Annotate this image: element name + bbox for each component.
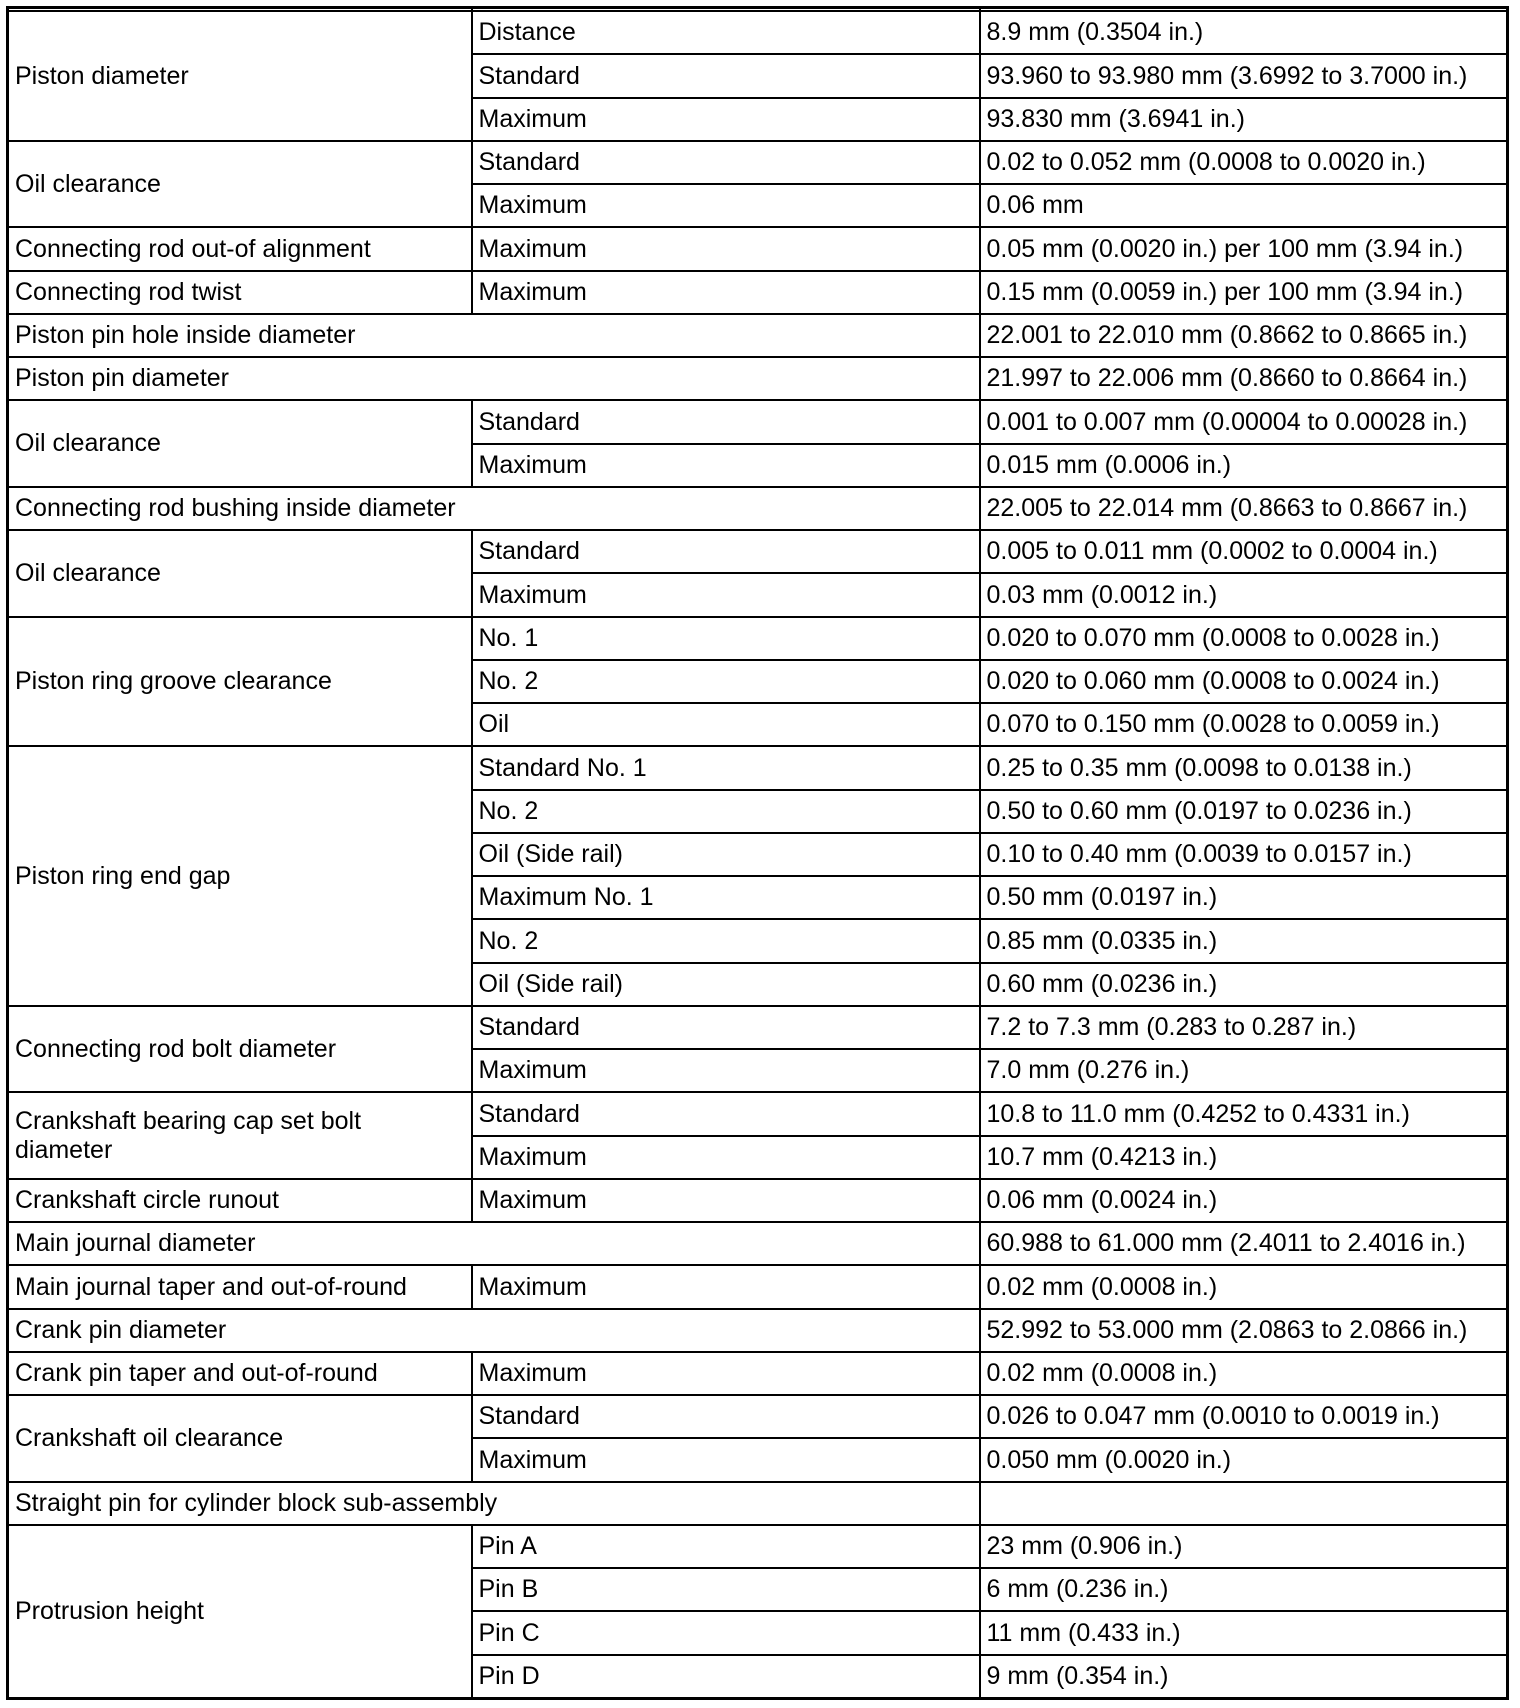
condition-cell: Maximum <box>472 1136 980 1179</box>
value-cell: 0.25 to 0.35 mm (0.0098 to 0.0138 in.) <box>980 746 1508 789</box>
value-cell: 0.050 mm (0.0020 in.) <box>980 1438 1508 1481</box>
table-row <box>8 530 1508 573</box>
item-cell: Crank pin diameter <box>8 1309 980 1352</box>
table-row <box>8 314 1508 357</box>
condition-cell: Maximum <box>472 98 980 141</box>
table-row <box>8 1265 1508 1308</box>
value-cell: 10.8 to 11.0 mm (0.4252 to 0.4331 in.) <box>980 1092 1508 1135</box>
item-cell: Piston ring end gap <box>8 746 472 1006</box>
table-row <box>8 487 1508 530</box>
item-cell: Oil clearance <box>8 530 472 617</box>
value-cell: 93.830 mm (3.6941 in.) <box>980 98 1508 141</box>
value-cell: 0.60 mm (0.0236 in.) <box>980 963 1508 1006</box>
item-cell: Connecting rod out-of alignment <box>8 227 472 270</box>
condition-cell: Pin B <box>472 1568 980 1611</box>
table-row <box>8 11 1508 54</box>
condition-cell: Standard <box>472 141 980 184</box>
value-cell: 0.06 mm <box>980 184 1508 227</box>
value-cell: 60.988 to 61.000 mm (2.4011 to 2.4016 in.) <box>980 1222 1508 1265</box>
table-row <box>8 1525 1508 1568</box>
table-row <box>8 617 1508 660</box>
table-row <box>8 1482 1508 1525</box>
table-row <box>8 1006 1508 1049</box>
specification-table <box>6 6 1509 1700</box>
table-row <box>8 1092 1508 1135</box>
condition-cell: Standard <box>472 1395 980 1438</box>
condition-cell: Maximum <box>472 227 980 270</box>
condition-cell: Pin D <box>472 1655 980 1699</box>
item-cell: Piston ring groove clearance <box>8 617 472 747</box>
table-row <box>8 141 1508 184</box>
table-row <box>8 357 1508 400</box>
value-cell: 0.02 mm (0.0008 in.) <box>980 1352 1508 1395</box>
value-cell: 23 mm (0.906 in.) <box>980 1525 1508 1568</box>
condition-cell: No. 2 <box>472 919 980 962</box>
item-cell: Piston pin hole inside diameter <box>8 314 980 357</box>
value-cell: 0.02 to 0.052 mm (0.0008 to 0.0020 in.) <box>980 141 1508 184</box>
value-cell: 0.005 to 0.011 mm (0.0002 to 0.0004 in.) <box>980 530 1508 573</box>
condition-cell: Standard <box>472 400 980 443</box>
value-cell: 0.06 mm (0.0024 in.) <box>980 1179 1508 1222</box>
value-cell: 21.997 to 22.006 mm (0.8660 to 0.8664 in.) <box>980 357 1508 400</box>
item-cell: Piston pin diameter <box>8 357 980 400</box>
condition-cell: Maximum <box>472 1179 980 1222</box>
value-cell: 8.9 mm (0.3504 in.) <box>980 11 1508 54</box>
item-cell: Connecting rod twist <box>8 271 472 314</box>
table-row <box>8 1179 1508 1222</box>
table-row <box>8 1309 1508 1352</box>
condition-cell: Maximum <box>472 1352 980 1395</box>
condition-cell: Oil <box>472 703 980 746</box>
table-row <box>8 1222 1508 1265</box>
value-cell: 0.15 mm (0.0059 in.) per 100 mm (3.94 in.) <box>980 271 1508 314</box>
condition-cell: Maximum <box>472 271 980 314</box>
item-cell: Crankshaft circle runout <box>8 1179 472 1222</box>
condition-cell: Oil (Side rail) <box>472 833 980 876</box>
value-cell: 93.960 to 93.980 mm (3.6992 to 3.7000 in.) <box>980 54 1508 97</box>
condition-cell: Pin C <box>472 1611 980 1654</box>
value-cell: 9 mm (0.354 in.) <box>980 1655 1508 1699</box>
value-cell <box>980 1482 1508 1525</box>
value-cell: 10.7 mm (0.4213 in.) <box>980 1136 1508 1179</box>
value-cell: 0.020 to 0.070 mm (0.0008 to 0.0028 in.) <box>980 617 1508 660</box>
item-cell: Connecting rod bolt diameter <box>8 1006 472 1093</box>
condition-cell: Maximum <box>472 1438 980 1481</box>
item-cell: Piston diameter <box>8 11 472 141</box>
value-cell: 0.10 to 0.40 mm (0.0039 to 0.0157 in.) <box>980 833 1508 876</box>
condition-cell: Distance <box>472 11 980 54</box>
value-cell: 0.020 to 0.060 mm (0.0008 to 0.0024 in.) <box>980 660 1508 703</box>
value-cell: 0.85 mm (0.0335 in.) <box>980 919 1508 962</box>
item-cell: Main journal diameter <box>8 1222 980 1265</box>
item-cell: Crank pin taper and out-of-round <box>8 1352 472 1395</box>
item-cell: Oil clearance <box>8 400 472 487</box>
item-cell: Crankshaft oil clearance <box>8 1395 472 1482</box>
value-cell: 7.2 to 7.3 mm (0.283 to 0.287 in.) <box>980 1006 1508 1049</box>
condition-cell: Standard No. 1 <box>472 746 980 789</box>
value-cell: 0.001 to 0.007 mm (0.00004 to 0.00028 in.) <box>980 400 1508 443</box>
condition-cell: Maximum <box>472 444 980 487</box>
condition-cell: Standard <box>472 530 980 573</box>
value-cell: 7.0 mm (0.276 in.) <box>980 1049 1508 1092</box>
item-cell: Oil clearance <box>8 141 472 228</box>
value-cell: 22.005 to 22.014 mm (0.8663 to 0.8667 in.) <box>980 487 1508 530</box>
condition-cell: No. 2 <box>472 660 980 703</box>
value-cell: 0.50 to 0.60 mm (0.0197 to 0.0236 in.) <box>980 790 1508 833</box>
table-row <box>8 1395 1508 1438</box>
condition-cell: Standard <box>472 54 980 97</box>
condition-cell: Maximum No. 1 <box>472 876 980 919</box>
value-cell: 0.015 mm (0.0006 in.) <box>980 444 1508 487</box>
condition-cell: Maximum <box>472 1265 980 1308</box>
spec-table-frame <box>6 6 1506 1700</box>
condition-cell: No. 2 <box>472 790 980 833</box>
value-cell: 0.026 to 0.047 mm (0.0010 to 0.0019 in.) <box>980 1395 1508 1438</box>
item-cell: Straight pin for cylinder block sub-assembly <box>8 1482 980 1525</box>
value-cell: 0.03 mm (0.0012 in.) <box>980 573 1508 616</box>
condition-cell: Maximum <box>472 184 980 227</box>
table-row <box>8 271 1508 314</box>
value-cell: 22.001 to 22.010 mm (0.8662 to 0.8665 in.) <box>980 314 1508 357</box>
value-cell: 52.992 to 53.000 mm (2.0863 to 2.0866 in.) <box>980 1309 1508 1352</box>
item-cell: Crankshaft bearing cap set bolt diameter <box>8 1092 472 1179</box>
item-cell: Main journal taper and out-of-round <box>8 1265 472 1308</box>
condition-cell: Standard <box>472 1092 980 1135</box>
condition-cell: Standard <box>472 1006 980 1049</box>
value-cell: 0.05 mm (0.0020 in.) per 100 mm (3.94 in.) <box>980 227 1508 270</box>
condition-cell: Oil (Side rail) <box>472 963 980 1006</box>
item-cell: Protrusion height <box>8 1525 472 1699</box>
table-row <box>8 1352 1508 1395</box>
condition-cell: Maximum <box>472 1049 980 1092</box>
table-row <box>8 400 1508 443</box>
value-cell: 6 mm (0.236 in.) <box>980 1568 1508 1611</box>
item-cell: Connecting rod bushing inside diameter <box>8 487 980 530</box>
value-cell: 0.50 mm (0.0197 in.) <box>980 876 1508 919</box>
condition-cell: No. 1 <box>472 617 980 660</box>
condition-cell: Pin A <box>472 1525 980 1568</box>
value-cell: 11 mm (0.433 in.) <box>980 1611 1508 1654</box>
value-cell: 0.070 to 0.150 mm (0.0028 to 0.0059 in.) <box>980 703 1508 746</box>
condition-cell: Maximum <box>472 573 980 616</box>
table-row <box>8 227 1508 270</box>
value-cell: 0.02 mm (0.0008 in.) <box>980 1265 1508 1308</box>
table-row <box>8 746 1508 789</box>
